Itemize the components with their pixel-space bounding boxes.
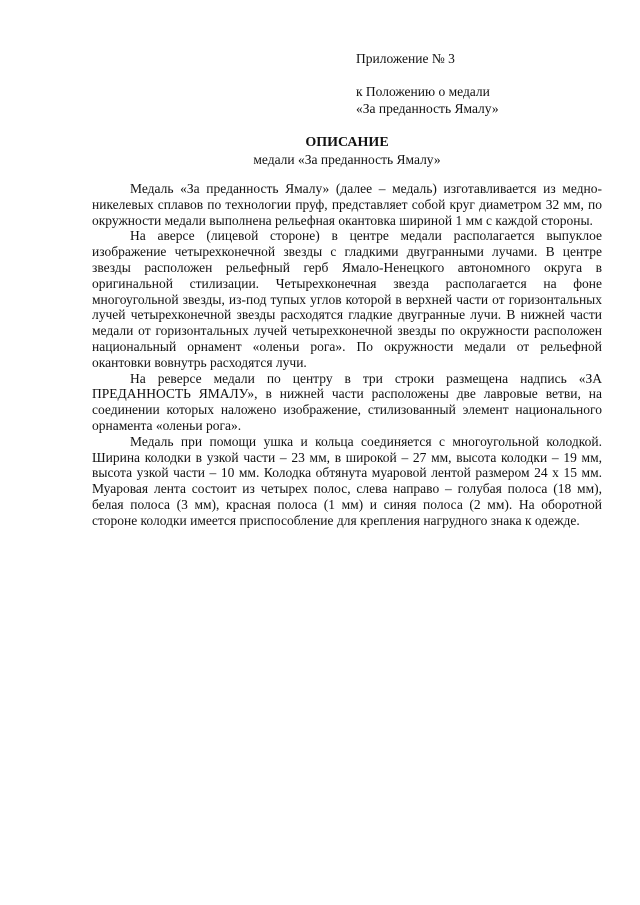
paragraph-material: Медаль «За преданность Ямалу» (далее – медаль) изготавливается из медно-никелевых сплавов по технологии пруф, представляет собой круг диаметром 32 мм, по окружности медали выполнена рельефная окантовка шириной 1 мм с каждой стороны. (92, 181, 602, 228)
document-body (92, 181, 602, 529)
document-title: ОПИСАНИЕ (305, 135, 389, 150)
paragraph-reverse: На реверсе медали по центру в три строки размещена надпись «ЗА ПРЕДАННОСТЬ ЯМАЛУ», в нижней части расположены две лавровые ветви, на соединении которых наложено изображение, стилизованный элемент национального орнамента «оленьи рога». (92, 370, 602, 433)
paragraph-block: Медаль при помощи ушка и кольца соединяется с многоугольной колодкой. Ширина колодки в узкой части – 23 мм, в широкой – 27 мм, высота колодки – 19 мм, высота узкой части – 10 мм. Колодка обтянута муаровой лентой размером 24 х 15 мм. Муаровая лента состоит из четырех полос, слева направо – голубая полоса (18 мм), белая полоса (3 мм), красная полоса (1 мм) и синяя полоса (2 мм). На оборотной стороне колодки имеется приспособление для крепления нагрудного знака к одежде. (92, 433, 602, 528)
appendix-block (356, 50, 616, 117)
appendix-line-1: к Положению о медали (356, 84, 490, 99)
appendix-line-2: «За преданность Ямалу» (356, 101, 499, 116)
paragraph-obverse: На аверсе (лицевой стороне) в центре медали располагается выпуклое изображение четырехконечной звезды с гладкими двугранными лучами. В центре звезды расположен рельефный герб Ямало-Ненецкого автономного округа в оригинальной стилизации. Четырехконечная звезда располагается на фоне многоугольной звезды, из-под тупых углов которой в верхней части от горизонтальных лучей четырехконечной звезды расходятся гладкие двугранные лучи. В нижней части медали от горизонтальных лучей четырехконечной звезды по окружности расположен национальный орнамент «оленьи рога». По окружности медали от рельефной окантовки вовнутрь расходятся лучи. (92, 228, 602, 370)
document-subtitle: медали «За преданность Ямалу» (253, 152, 441, 167)
appendix-number: Приложение № 3 (356, 51, 455, 66)
